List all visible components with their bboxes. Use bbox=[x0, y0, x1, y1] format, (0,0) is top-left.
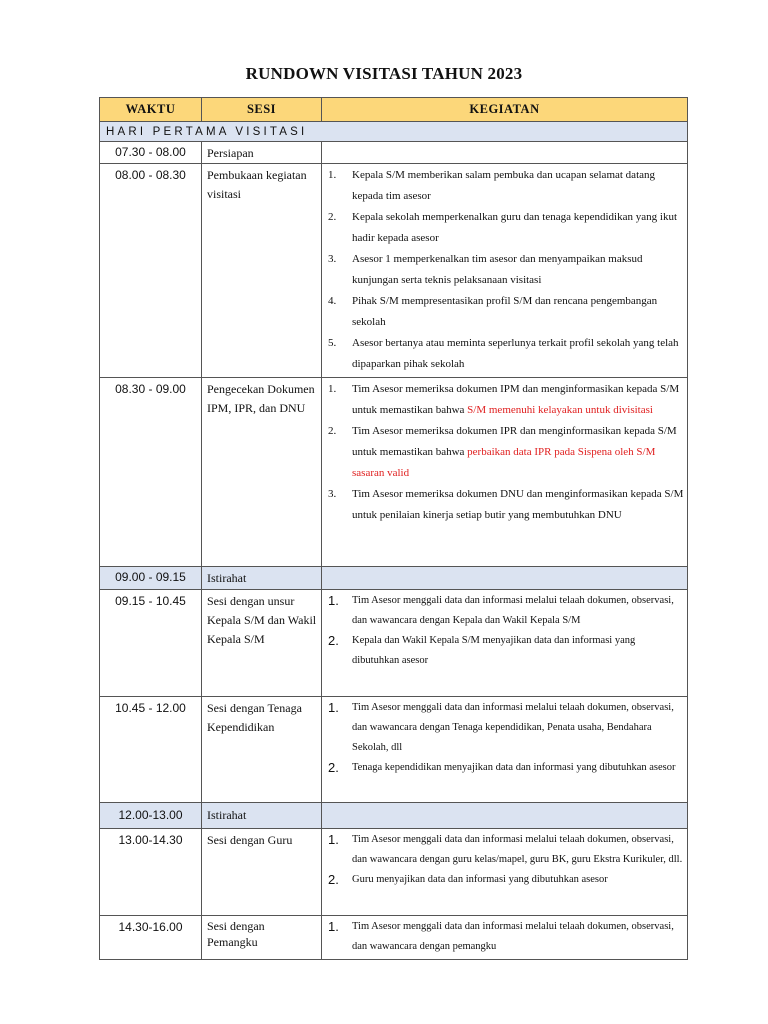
table-row bbox=[100, 590, 688, 697]
table-row bbox=[100, 164, 688, 378]
kegiatan-cell bbox=[322, 829, 688, 916]
rundown-table bbox=[99, 97, 688, 960]
table-header-row bbox=[100, 98, 688, 122]
sesi-cell: Sesi dengan Guru bbox=[202, 829, 322, 916]
table-row bbox=[100, 697, 688, 803]
table-row bbox=[100, 378, 688, 567]
sesi-cell: Sesi dengan Pemangku bbox=[202, 916, 322, 960]
sesi-cell: Sesi dengan Tenaga Kependidikan bbox=[202, 697, 322, 803]
list-item: 1. Tim Asesor menggali data dan informasi melalui telaah dokumen, observasi, dan wawancara dengan Tenaga kependidikan, Penata usaha, Bendahara Sekolah, dll bbox=[328, 700, 674, 753]
list-item: 3. Asesor 1 memperkenalkan tim asesor dan menyampaikan maksud kunjungan serta teknis pelaksanaan visitasi bbox=[328, 253, 643, 286]
sesi-cell: Persiapan bbox=[202, 142, 322, 164]
sesi-cell: Sesi dengan unsur Kepala S/M dan Wakil Kepala S/M bbox=[202, 590, 322, 697]
list-item: 3. Tim Asesor memeriksa dokumen DNU dan menginformasikan kepada S/M untuk penilaian kinerja setiap butir yang membutuhkan DNU bbox=[328, 488, 684, 521]
list-item: 2. Guru menyajikan data dan informasi yang dibutuhkan asesor bbox=[328, 872, 608, 887]
list-item: 2. Tenaga kependidikan menyajikan data dan informasi yang dibutuhkan asesor bbox=[328, 760, 676, 775]
list-item: 1. Tim Asesor menggali data dan informasi melalui telaah dokumen, observasi, dan wawancara dengan pemangku bbox=[328, 919, 674, 952]
waktu-cell: 09.00 - 09.15 bbox=[100, 567, 202, 590]
kegiatan-cell bbox=[322, 142, 688, 164]
waktu-cell: 09.15 - 10.45 bbox=[100, 590, 202, 697]
kegiatan-cell bbox=[322, 164, 688, 378]
waktu-cell: 12.00-13.00 bbox=[100, 803, 202, 829]
list-item: 1. Tim Asesor menggali data dan informasi melalui telaah dokumen, observasi, dan wawancara dengan Kepala dan Wakil Kepala S/M bbox=[328, 593, 674, 626]
waktu-cell: 08.00 - 08.30 bbox=[100, 164, 202, 378]
header-waktu: WAKTU bbox=[100, 98, 202, 122]
sesi-cell: Pembukaan kegiatan visitasi bbox=[202, 164, 322, 378]
list-item: 2. Kepala sekolah memperkenalkan guru dan tenaga kependidikan yang ikut hadir kepada asesor bbox=[328, 211, 677, 244]
sesi-cell: Pengecekan Dokumen IPM, IPR, dan DNU bbox=[202, 378, 322, 567]
day-label: HARI PERTAMA VISITASI bbox=[100, 122, 688, 142]
table-row bbox=[100, 567, 688, 590]
list-item: 1. Kepala S/M memberikan salam pembuka dan ucapan selamat datang kepada tim asesor bbox=[328, 169, 656, 202]
kegiatan-cell bbox=[322, 803, 688, 829]
waktu-cell: 07.30 - 08.00 bbox=[100, 142, 202, 164]
list-item: 4. Pihak S/M mempresentasikan profil S/M dan rencana pengembangan sekolah bbox=[328, 295, 658, 328]
list-item: 5. Asesor bertanya atau meminta seperlunya terkait profil sekolah yang telah dipaparkan pihak sekolah bbox=[328, 337, 679, 370]
table-row bbox=[100, 916, 688, 960]
kegiatan-cell bbox=[322, 378, 688, 567]
table-row bbox=[100, 829, 688, 916]
kegiatan-cell bbox=[322, 567, 688, 590]
kegiatan-cell bbox=[322, 590, 688, 697]
kegiatan-cell bbox=[322, 697, 688, 803]
list-item: 1. Tim Asesor memeriksa dokumen IPM dan menginformasikan kepada S/M untuk memastikan bahwa S/M memenuhi kelayakan untuk divisitasi bbox=[328, 383, 680, 416]
day-band-row bbox=[100, 122, 688, 142]
waktu-cell: 08.30 - 09.00 bbox=[100, 378, 202, 567]
waktu-cell: 10.45 - 12.00 bbox=[100, 697, 202, 803]
document-title: RUNDOWN VISITASI TAHUN 2023 bbox=[245, 64, 523, 83]
waktu-cell: 13.00-14.30 bbox=[100, 829, 202, 916]
waktu-cell: 14.30-16.00 bbox=[100, 916, 202, 960]
list-item: 2. Tim Asesor memeriksa dokumen IPR dan menginformasikan kepada S/M untuk memastikan bahwa perbaikan data IPR pada Sispena oleh S/M sasaran valid bbox=[328, 425, 677, 479]
header-sesi: SESI bbox=[202, 98, 322, 122]
table-row bbox=[100, 142, 688, 164]
highlighted-text: S/M memenuhi kelayakan untuk divisitasi bbox=[467, 404, 653, 416]
kegiatan-cell bbox=[322, 916, 688, 960]
header-kegiatan: KEGIATAN bbox=[322, 98, 688, 122]
highlighted-text: perbaikan data IPR pada Sispena oleh S/M sasaran valid bbox=[352, 446, 656, 479]
sesi-cell: Istirahat bbox=[202, 567, 322, 590]
table-row bbox=[100, 803, 688, 829]
sesi-cell: Istirahat bbox=[202, 803, 322, 829]
list-item: 1. Tim Asesor menggali data dan informasi melalui telaah dokumen, observasi, dan wawancara dengan guru kelas/mapel, guru BK, guru Ekstra Kurikuler, dll. bbox=[328, 832, 683, 865]
list-item: 2. Kepala dan Wakil Kepala S/M menyajikan data dan informasi yang dibutuhkan asesor bbox=[328, 633, 636, 666]
